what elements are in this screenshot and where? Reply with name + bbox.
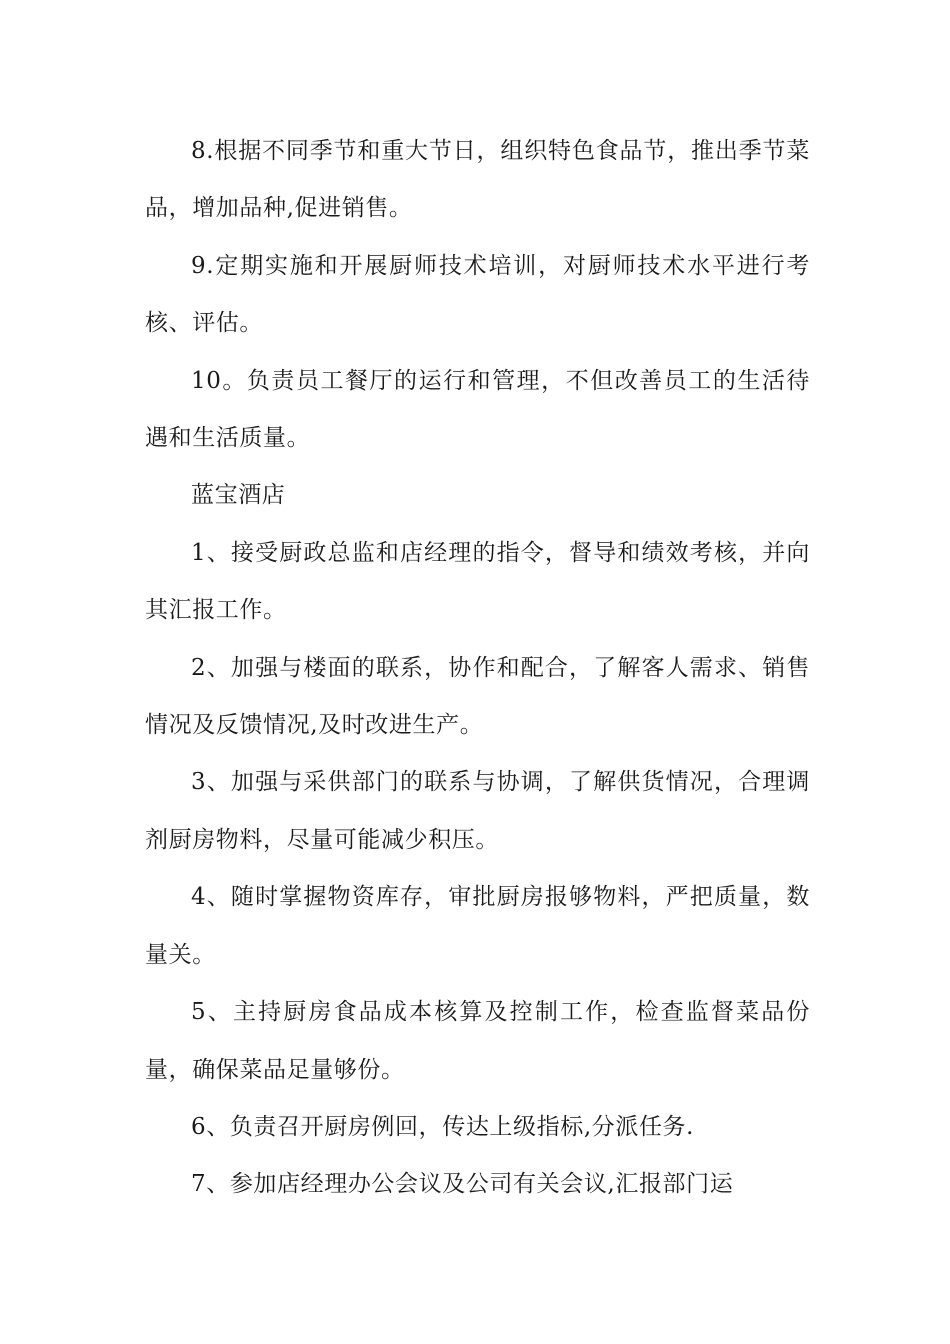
paragraph-item-8: 8.根据不同季节和重大节日，组织特色食品节，推出季节菜品，增加品种,促进销售。 (145, 138, 810, 222)
document-page (145, 123, 810, 1214)
paragraph-duty-4: 4、随时掌握物资库存，审批厨房报够物料，严把质量，数量关。 (145, 884, 810, 968)
paragraph-duty-1: 1、接受厨政总监和店经理的指令，督导和绩效考核，并向其汇报工作。 (145, 539, 810, 624)
paragraph-duty-2: 2、加强与楼面的联系，协作和配合，了解客人需求、销售情况及反馈情况,及时改进生产。 (145, 654, 810, 739)
paragraph-duty-3: 3、加强与采供部门的联系与协调，了解供货情况，合理调剂厨房物料，尽量可能减少积压。 (145, 769, 810, 853)
paragraph-item-9: 9.定期实施和开展厨师技术培训，对厨师技术水平进行考核、评估。 (145, 252, 810, 337)
paragraph-duty-5: 5、主持厨房食品成本核算及控制工作，检查监督菜品份量，确保菜品足量够份。 (145, 999, 810, 1083)
paragraph-duty-6: 6、负责召开厨房例回，传达上级指标,分派任务. (191, 1113, 695, 1140)
paragraph-duty-7: 7、参加店经理办公会议及公司有关会议,汇报部门运 (191, 1171, 734, 1198)
paragraph-item-10: 10。负责员工餐厅的运行和管理，不但改善员工的生活待遇和生活质量。 (145, 367, 810, 452)
section-heading-hotel: 蓝宝酒店 (191, 482, 286, 509)
